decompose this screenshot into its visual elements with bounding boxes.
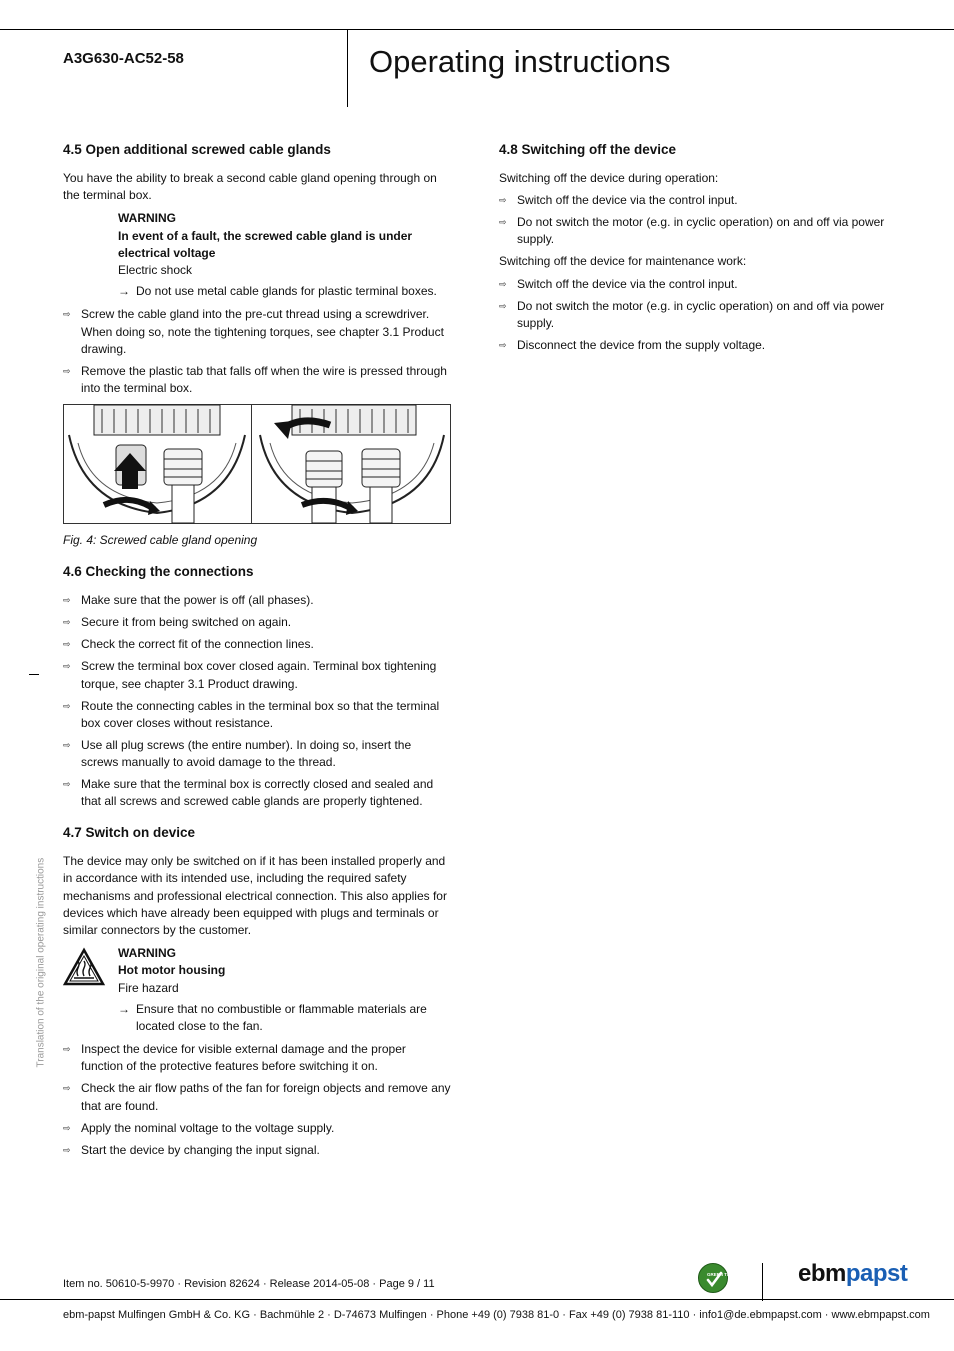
item-revision-line: Item no. 50610-5-9970 · Revision 82624 · Release 2014-05-08 · Page 9 / 11 bbox=[63, 1278, 435, 1290]
fold-mark bbox=[29, 674, 39, 675]
warning-subject: Hot motor housing bbox=[118, 963, 226, 978]
list-item: ⇨ Do not switch the motor (e.g. in cyclic operation) on and off via power supply. bbox=[499, 298, 885, 330]
list-item: ⇨ Switch off the device via the control input. bbox=[499, 276, 887, 293]
list-item: ⇨ Disconnect the device from the supply voltage. bbox=[499, 337, 887, 354]
right-column bbox=[499, 141, 887, 359]
bullet-arrow-icon: ⇨ bbox=[63, 365, 71, 376]
bullet-arrow-icon: ⇨ bbox=[63, 779, 71, 790]
bullet-arrow-icon: ⇨ bbox=[63, 1122, 71, 1133]
warning-label: WARNING bbox=[118, 946, 176, 961]
step-list bbox=[63, 592, 451, 810]
section-intro: The device may only be switched on if it has been installed properly and in accordance with its intended use, including the required safety mechanisms and professional electrical connection. This also applies for devices which have already been equipped with plugs and terminals or similar connectors by the customer. bbox=[63, 854, 447, 938]
model-number: A3G630-AC52-58 bbox=[63, 50, 184, 67]
header-divider bbox=[347, 29, 348, 107]
section-4-5 bbox=[63, 141, 451, 549]
bullet-arrow-icon: ⇨ bbox=[63, 639, 71, 650]
warning-block bbox=[63, 210, 451, 300]
figure-cable-gland bbox=[63, 404, 451, 524]
list-item: ⇨ Apply the nominal voltage to the voltage supply. bbox=[63, 1120, 451, 1137]
warning-consequence: Fire hazard bbox=[118, 980, 179, 995]
list-item: ⇨ Check the correct fit of the connection lines. bbox=[63, 636, 451, 653]
bullet-arrow-icon: ⇨ bbox=[63, 1144, 71, 1155]
section-4-6 bbox=[63, 563, 451, 824]
bullet-arrow-icon: ⇨ bbox=[499, 278, 507, 289]
figure-panel-left bbox=[64, 405, 250, 523]
bullet-arrow-icon: ⇨ bbox=[63, 309, 71, 320]
logo-divider bbox=[762, 1263, 763, 1301]
warning-action-text: Ensure that no combustible or flammable materials are located close to the fan. bbox=[136, 1001, 427, 1034]
list-item: ⇨ Inspect the device for visible external damage and the proper function of the protective features before switching it on. bbox=[63, 1042, 406, 1074]
green-tech-badge-icon bbox=[697, 1262, 737, 1294]
list-item: ⇨ Screw the cable gland into the pre-cut thread using a screwdriver. When doing so, note the tightening torques, see chapter 3.1 Product drawing. bbox=[63, 307, 444, 356]
bullet-arrow-icon: ⇨ bbox=[63, 1044, 71, 1055]
bullet-arrow-icon: ⇨ bbox=[63, 617, 71, 628]
list-item: ⇨ Screw the terminal box cover closed again. Terminal box tightening torque, see chapter 3.1 Product drawing. bbox=[63, 659, 437, 691]
list-item: ⇨ Make sure that the power is off (all phases). bbox=[63, 592, 451, 609]
list-item: ⇨ Switch off the device via the control input. bbox=[499, 192, 887, 209]
warning-action-text: Do not use metal cable glands for plastic terminal boxes. bbox=[136, 284, 437, 299]
section-heading: 4.7 Switch on device bbox=[63, 825, 196, 841]
list-item: ⇨ Use all plug screws (the entire number). In doing so, insert the screws manually to avoid damage to the thread. bbox=[63, 737, 412, 770]
header-top-rule bbox=[0, 29, 954, 30]
section-heading: 4.6 Checking the connections bbox=[63, 564, 254, 580]
bullet-arrow-icon: ⇨ bbox=[499, 300, 507, 311]
list-item: ⇨ Check the air flow paths of the fan for foreign objects and remove any that are found. bbox=[63, 1081, 451, 1113]
section-heading: 4.8 Switching off the device bbox=[499, 142, 677, 157]
warning-action bbox=[118, 283, 451, 300]
bullet-arrow-icon: ⇨ bbox=[63, 1083, 71, 1094]
bullet-arrow-icon: ⇨ bbox=[63, 739, 71, 750]
warning-subject: In event of a fault, the screwed cable gland is under electrical voltage bbox=[118, 228, 413, 260]
list-item: ⇨ Remove the plastic tab that falls off when the wire is pressed through into the terminal box. bbox=[63, 363, 447, 396]
step-list bbox=[499, 192, 887, 248]
badge-text: GREEN TECH bbox=[707, 1272, 737, 1277]
company-address-line: ebm-papst Mulfingen GmbH & Co. KG · Bachmühle 2 · D-74673 Mulfingen · Phone +49 (0) 7938 81-0 · Fax +49 (0) 7938 81-110 · info1@de.ebmpapst.com · www.ebmpapst.com bbox=[63, 1309, 930, 1321]
warning-consequence: Electric shock bbox=[118, 263, 193, 278]
during-operation-label: Switching off the device during operation: bbox=[499, 171, 719, 185]
side-translation-note: Translation of the original operating instructions bbox=[35, 857, 47, 1068]
list-item: ⇨ Make sure that the terminal box is correctly closed and sealed and that all screws and screwed cable glands are properly tightened. bbox=[63, 777, 434, 809]
bullet-arrow-icon: ⇨ bbox=[499, 339, 507, 350]
hot-surface-warning-icon bbox=[63, 948, 105, 986]
bullet-arrow-icon: ⇨ bbox=[63, 595, 71, 606]
section-4-7 bbox=[63, 824, 451, 1159]
ebmpapst-logo: ebmpapst bbox=[798, 1260, 908, 1287]
left-column bbox=[63, 141, 451, 1164]
list-item: ⇨ Start the device by changing the input signal. bbox=[63, 1142, 451, 1159]
footer-rule bbox=[0, 1299, 954, 1300]
section-heading: 4.5 Open additional screwed cable glands bbox=[63, 142, 331, 157]
step-list bbox=[63, 1041, 451, 1159]
list-item: ⇨ Secure it from being switched on again. bbox=[63, 614, 451, 631]
list-item: ⇨ Route the connecting cables in the terminal box so that the terminal box cover closes without resistance. bbox=[63, 698, 440, 730]
section-intro: You have the ability to break a second cable gland opening through on the terminal box. bbox=[63, 171, 437, 203]
figure-caption: Fig. 4: Screwed cable gland opening bbox=[63, 533, 258, 548]
bullet-arrow-icon: ⇨ bbox=[499, 195, 507, 206]
page-title: Operating instructions bbox=[369, 44, 671, 79]
maintenance-label: Switching off the device for maintenance work: bbox=[499, 254, 747, 269]
bullet-arrow-icon: ⇨ bbox=[499, 217, 507, 228]
warning-block bbox=[63, 945, 451, 1035]
list-item: ⇨ Do not switch the motor (e.g. in cyclic operation) on and off via power supply. bbox=[499, 215, 885, 247]
arrow-icon: → bbox=[118, 1001, 130, 1016]
figure-panel-right bbox=[251, 405, 438, 523]
warning-action bbox=[118, 1001, 451, 1035]
step-list bbox=[499, 276, 887, 354]
step-list bbox=[63, 306, 451, 397]
bullet-arrow-icon: ⇨ bbox=[63, 661, 71, 672]
bullet-arrow-icon: ⇨ bbox=[63, 700, 71, 711]
warning-label: WARNING bbox=[118, 211, 176, 226]
section-4-8 bbox=[499, 141, 887, 354]
arrow-icon: → bbox=[118, 284, 130, 299]
